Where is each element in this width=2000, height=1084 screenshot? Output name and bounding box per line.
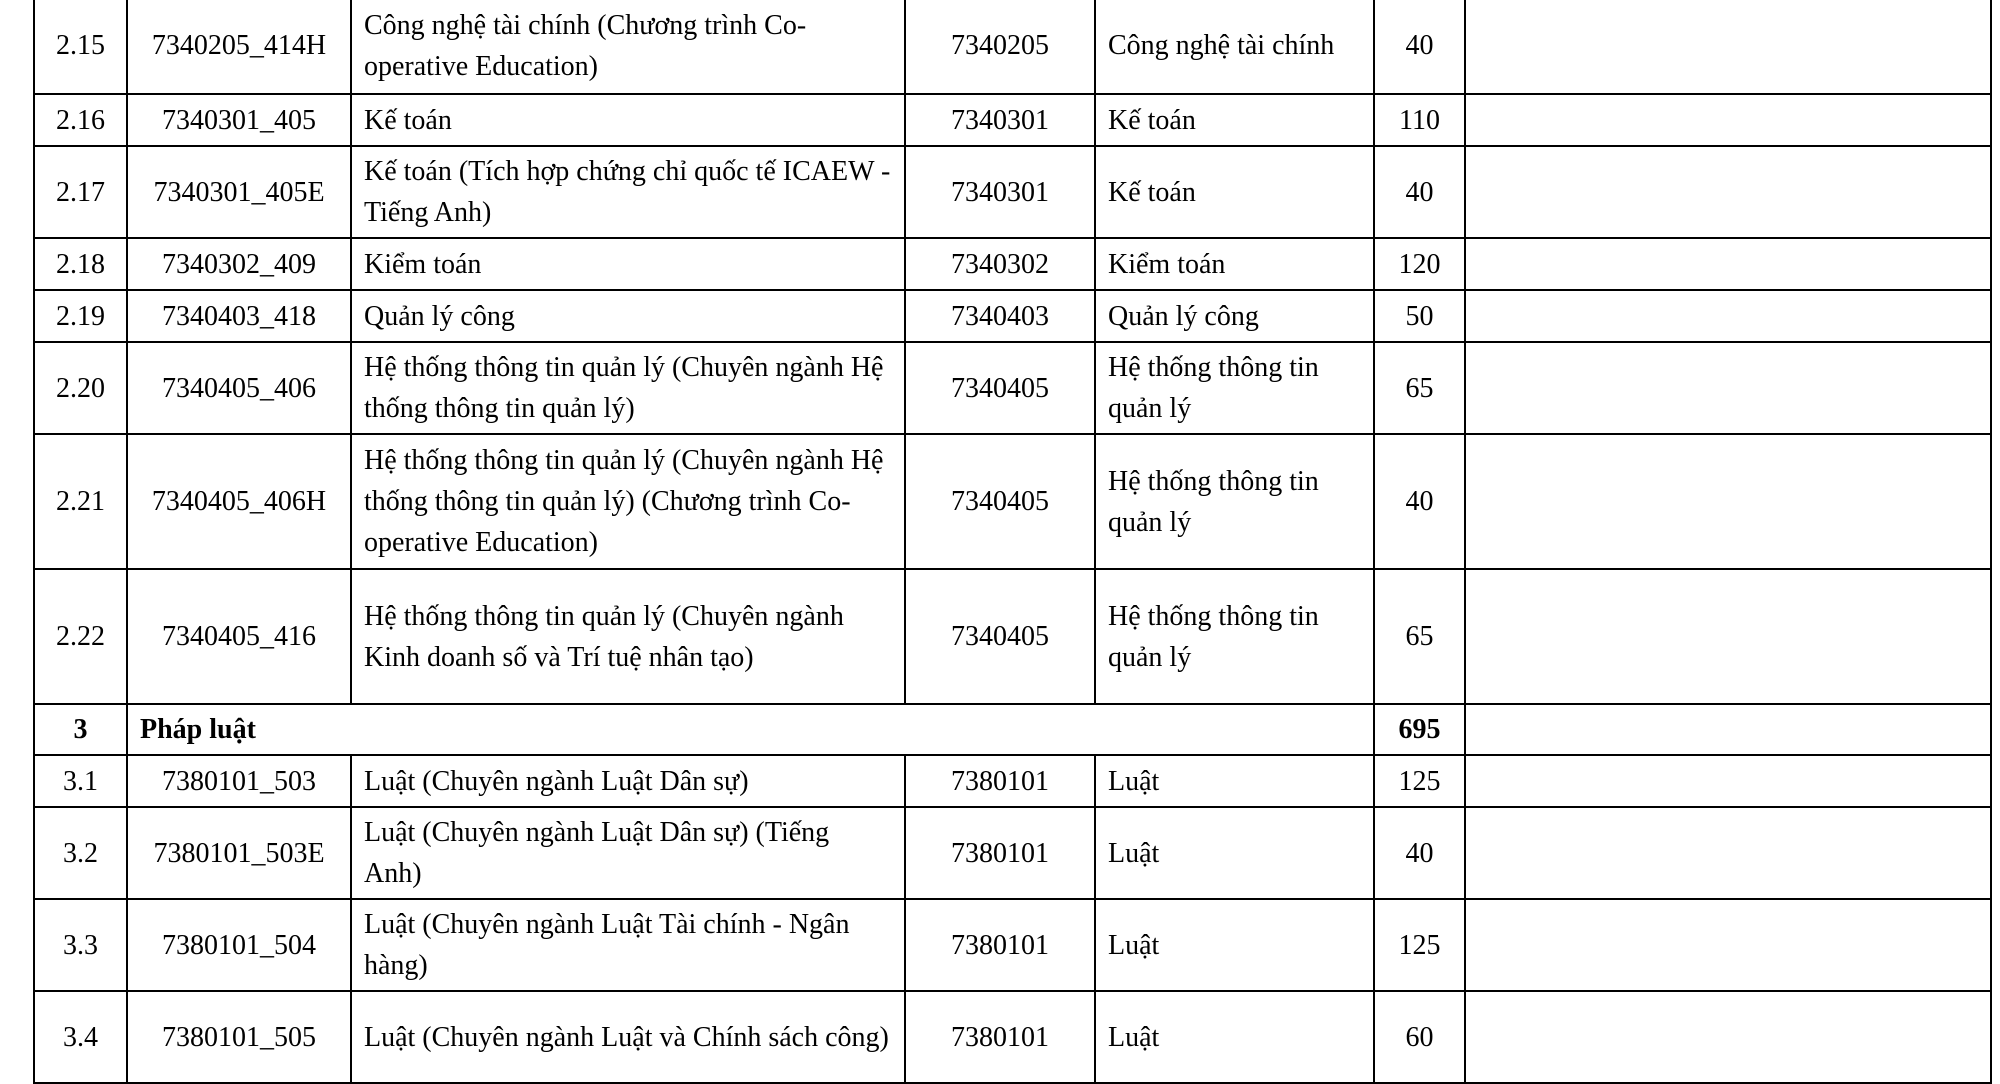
cell-empty — [1465, 342, 1991, 434]
cell-major-code: 7340205 — [905, 0, 1095, 94]
cell-empty — [1465, 94, 1991, 146]
cell-no: 2.19 — [34, 290, 127, 342]
cell-quota: 50 — [1374, 290, 1465, 342]
cell-major-name: Hệ thống thông tin quản lý — [1095, 569, 1374, 704]
cell-major-name: Kiểm toán — [1095, 238, 1374, 290]
cell-no: 3.1 — [34, 755, 127, 807]
cell-major-name: Hệ thống thông tin quản lý — [1095, 434, 1374, 569]
table-row — [34, 0, 1991, 94]
cell-no: 3.4 — [34, 991, 127, 1083]
cell-program-code: 7340301_405 — [127, 94, 351, 146]
table-row — [34, 569, 1991, 704]
group-row — [34, 704, 1991, 755]
cell-empty — [1465, 146, 1991, 238]
cell-quota: 120 — [1374, 238, 1465, 290]
cell-empty — [1465, 0, 1991, 94]
cell-major-name: Luật — [1095, 899, 1374, 991]
cell-program-name: Luật (Chuyên ngành Luật Dân sự) — [351, 755, 905, 807]
cell-program-code: 7380101_505 — [127, 991, 351, 1083]
cell-empty — [1465, 899, 1991, 991]
cell-quota: 40 — [1374, 807, 1465, 899]
cell-program-code: 7380101_504 — [127, 899, 351, 991]
cell-no: 2.16 — [34, 94, 127, 146]
cell-quota: 60 — [1374, 991, 1465, 1083]
cell-major-code: 7340301 — [905, 146, 1095, 238]
cell-quota: 125 — [1374, 755, 1465, 807]
table-row — [34, 290, 1991, 342]
table-body — [34, 0, 1991, 1083]
cell-quota: 65 — [1374, 342, 1465, 434]
cell-program-name: Công nghệ tài chính (Chương trình Co-operative Education) — [351, 0, 905, 94]
cell-program-name: Luật (Chuyên ngành Luật Tài chính - Ngân hàng) — [351, 899, 905, 991]
cell-program-code: 7340302_409 — [127, 238, 351, 290]
cell-no: 2.21 — [34, 434, 127, 569]
cell-major-code: 7380101 — [905, 807, 1095, 899]
cell-empty — [1465, 434, 1991, 569]
cell-program-code: 7340301_405E — [127, 146, 351, 238]
cell-major-name: Luật — [1095, 755, 1374, 807]
cell-major-code: 7340405 — [905, 342, 1095, 434]
table-row — [34, 94, 1991, 146]
cell-major-name: Công nghệ tài chính — [1095, 0, 1374, 94]
table-row — [34, 342, 1991, 434]
table-row — [34, 991, 1991, 1083]
cell-empty — [1465, 755, 1991, 807]
cell-program-code: 7380101_503E — [127, 807, 351, 899]
cell-no: 2.18 — [34, 238, 127, 290]
cell-quota: 40 — [1374, 146, 1465, 238]
cell-major-code: 7380101 — [905, 899, 1095, 991]
cell-no: 2.22 — [34, 569, 127, 704]
cell-program-name: Hệ thống thông tin quản lý (Chuyên ngành Hệ thống thông tin quản lý) (Chương trình Co-operative Education) — [351, 434, 905, 569]
cell-program-code: 7340405_406 — [127, 342, 351, 434]
cell-major-code: 7340403 — [905, 290, 1095, 342]
cell-quota: 40 — [1374, 434, 1465, 569]
cell-no: 2.17 — [34, 146, 127, 238]
cell-no: 3.3 — [34, 899, 127, 991]
cell-empty — [1465, 704, 1991, 755]
cell-program-code: 7340405_416 — [127, 569, 351, 704]
cell-no: 2.20 — [34, 342, 127, 434]
table-row — [34, 899, 1991, 991]
cell-major-code: 7380101 — [905, 991, 1095, 1083]
table-row — [34, 146, 1991, 238]
cell-empty — [1465, 238, 1991, 290]
cell-no: 2.15 — [34, 0, 127, 94]
cell-program-name: Kế toán — [351, 94, 905, 146]
cell-major-name: Luật — [1095, 807, 1374, 899]
cell-major-code: 7340405 — [905, 434, 1095, 569]
cell-empty — [1465, 290, 1991, 342]
group-title: Pháp luật — [127, 704, 1374, 755]
cell-major-code: 7380101 — [905, 755, 1095, 807]
cell-program-code: 7380101_503 — [127, 755, 351, 807]
cell-major-code: 7340302 — [905, 238, 1095, 290]
table-row — [34, 434, 1991, 569]
cell-program-name: Luật (Chuyên ngành Luật và Chính sách công) — [351, 991, 905, 1083]
cell-no: 3.2 — [34, 807, 127, 899]
cell-program-name: Hệ thống thông tin quản lý (Chuyên ngành Hệ thống thông tin quản lý) — [351, 342, 905, 434]
cell-empty — [1465, 991, 1991, 1083]
cell-major-name: Hệ thống thông tin quản lý — [1095, 342, 1374, 434]
table-row — [34, 755, 1991, 807]
group-total-quota: 695 — [1374, 704, 1465, 755]
cell-program-name: Luật (Chuyên ngành Luật Dân sự) (Tiếng Anh) — [351, 807, 905, 899]
table-row — [34, 238, 1991, 290]
cell-major-name: Kế toán — [1095, 146, 1374, 238]
cell-quota: 40 — [1374, 0, 1465, 94]
cell-program-name: Kế toán (Tích hợp chứng chỉ quốc tế ICAEW - Tiếng Anh) — [351, 146, 905, 238]
cell-major-name: Luật — [1095, 991, 1374, 1083]
cell-program-code: 7340205_414H — [127, 0, 351, 94]
admission-quota-table — [33, 0, 1992, 1084]
cell-major-name: Quản lý công — [1095, 290, 1374, 342]
cell-program-name: Quản lý công — [351, 290, 905, 342]
cell-empty — [1465, 569, 1991, 704]
group-number: 3 — [34, 704, 127, 755]
cell-quota: 125 — [1374, 899, 1465, 991]
cell-quota: 110 — [1374, 94, 1465, 146]
cell-program-code: 7340405_406H — [127, 434, 351, 569]
cell-major-code: 7340301 — [905, 94, 1095, 146]
cell-program-code: 7340403_418 — [127, 290, 351, 342]
cell-quota: 65 — [1374, 569, 1465, 704]
cell-major-name: Kế toán — [1095, 94, 1374, 146]
cell-program-name: Kiểm toán — [351, 238, 905, 290]
cell-empty — [1465, 807, 1991, 899]
cell-program-name: Hệ thống thông tin quản lý (Chuyên ngành Kinh doanh số và Trí tuệ nhân tạo) — [351, 569, 905, 704]
table-row — [34, 807, 1991, 899]
cell-major-code: 7340405 — [905, 569, 1095, 704]
